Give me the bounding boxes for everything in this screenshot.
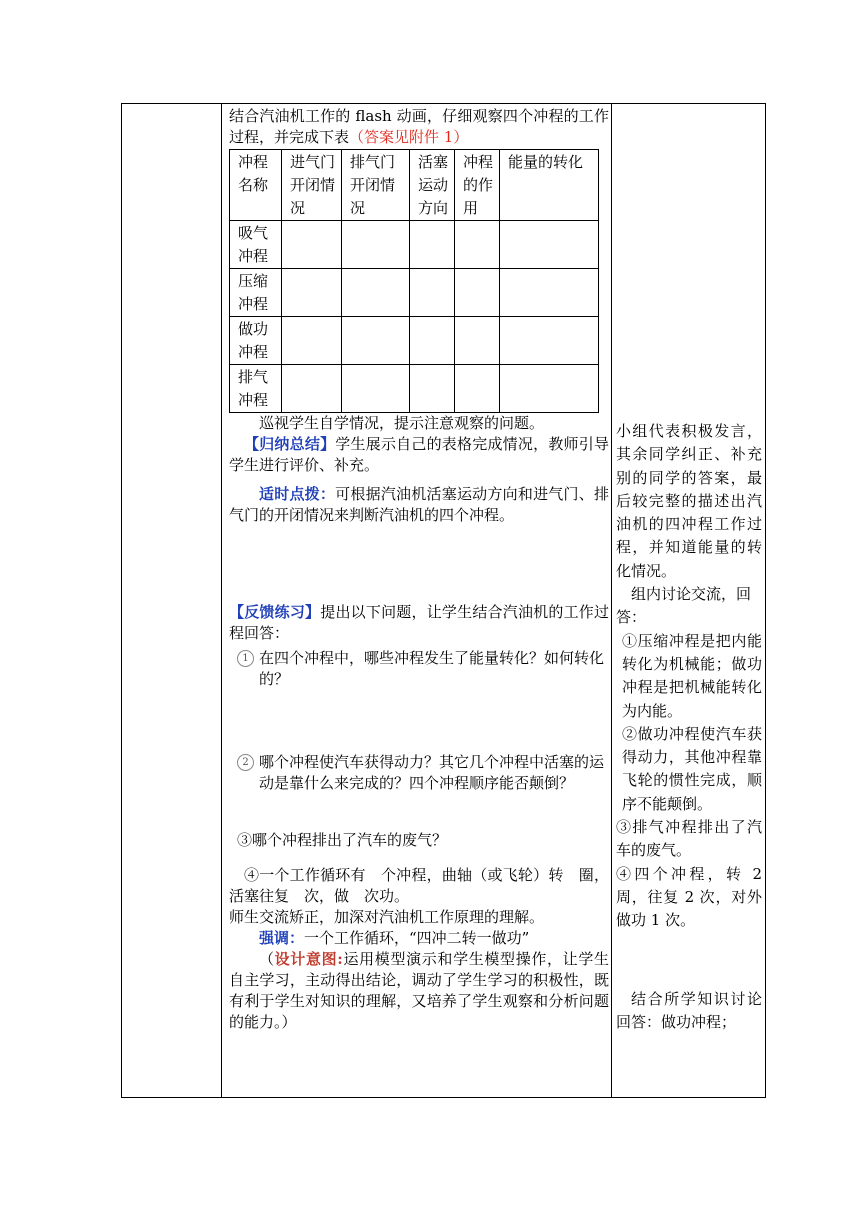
row-label: 吸气冲程 (230, 221, 282, 269)
teacher-activity-column (229, 106, 609, 1033)
summary-paragraph: 【归纳总结】学生展示自己的表格完成情况，教师引导学生进行评价、补充。 (229, 435, 609, 474)
discussion-text: 师生交流矫正，加深对汽油机工作原理的理解。 (229, 908, 545, 926)
answer-2: ②做功冲程使汽车获得动力，其他冲程靠飞轮的惯性完成，顺序不能颠倒。 (622, 724, 762, 813)
table-row (230, 221, 599, 269)
stress-label: 强调： (259, 929, 305, 947)
question-1: 1 在四个冲程中，哪些冲程发生了能量转化？如何转化的？ (229, 648, 609, 690)
column-divider-right (611, 104, 612, 1097)
tip-label: 适时点拨： (259, 485, 336, 503)
patrol-text: 巡视学生自学情况，提示注意观察的问题。 (259, 414, 545, 432)
header-cell: 冲程名称 (230, 150, 282, 221)
design-paragraph: （设计意图:运用模型演示和学生模型操作，让学生自主学习，主动得出结论，调动了学生学习的积极性，既有利于学生对知识的理解，又培养了学生观察和分析问题的能力。） (229, 950, 609, 1031)
stress-paragraph: 强调：一个工作循环，“四冲二转一做功” (259, 929, 530, 947)
question-number-icon: 1 (237, 650, 254, 667)
row-label: 做功冲程 (230, 317, 282, 365)
question-2: 2 哪个冲程使汽车获得动力？其它几个冲程中活塞的运动是靠什么来完成的？四个冲程顺序能否颠倒？ (229, 752, 609, 794)
column-divider-left (221, 104, 222, 1097)
header-cell: 活塞运动方向 (410, 150, 455, 221)
summary-label: 【归纳总结】 (244, 435, 336, 453)
final-answer: 结合所学知识讨论回答：做功冲程； (616, 989, 762, 1031)
group-discuss: 组内讨论交流，回答： (616, 585, 752, 627)
table-row (230, 269, 599, 317)
student-activity-column (616, 104, 762, 1034)
stroke-table (229, 149, 599, 413)
tip-paragraph: 适时点拨：可根据汽油机活塞运动方向和进气门、排气门的开闭情况来判断汽油机的四个冲程。 (229, 485, 609, 524)
answer-4: ④四个冲程，转 2 周，往复 2 次，对外做功 1 次。 (616, 864, 762, 930)
row-label: 排气冲程 (230, 365, 282, 413)
group-report: 小组代表积极发言，其余同学纠正、补充别的同学的答案，最后较完整的描述出汽油机的四冲程工作过程，并知道能量的转化情况。 (616, 422, 762, 580)
row-label: 压缩冲程 (230, 269, 282, 317)
lesson-table (121, 103, 766, 1098)
answer-1: ①压缩冲程是把内能转化为机械能；做功冲程是把机械能转化为内能。 (622, 631, 762, 720)
feedback-label: 【反馈练习】 (229, 603, 321, 621)
answer-note: （答案见附件 1） (349, 128, 469, 146)
header-cell: 能量的转化 (500, 150, 599, 221)
table-header-row (230, 150, 599, 221)
question-3: ③哪个冲程排出了汽车的废气？ (237, 831, 448, 849)
question-4: ④一个工作循环有 个冲程，曲轴（或飞轮）转 圈，活塞往复 次，做 次功。 (229, 866, 609, 905)
answer-3: ③排气冲程排出了汽车的废气。 (616, 818, 762, 860)
header-cell: 排气门开闭情况 (342, 150, 410, 221)
table-row (230, 317, 599, 365)
intro-paragraph: 结合汽油机工作的 flash 动画，仔细观察四个冲程的工作过程，并完成下表（答案见附件 1） (229, 107, 609, 146)
header-cell: 冲程的作用 (455, 150, 500, 221)
question-number-icon: 2 (237, 754, 254, 771)
design-label: 设计意图: (274, 950, 343, 968)
header-cell: 进气门开闭情况 (282, 150, 342, 221)
feedback-paragraph: 【反馈练习】提出以下问题，让学生结合汽油机的工作过程回答： (229, 603, 609, 642)
table-row (230, 365, 599, 413)
